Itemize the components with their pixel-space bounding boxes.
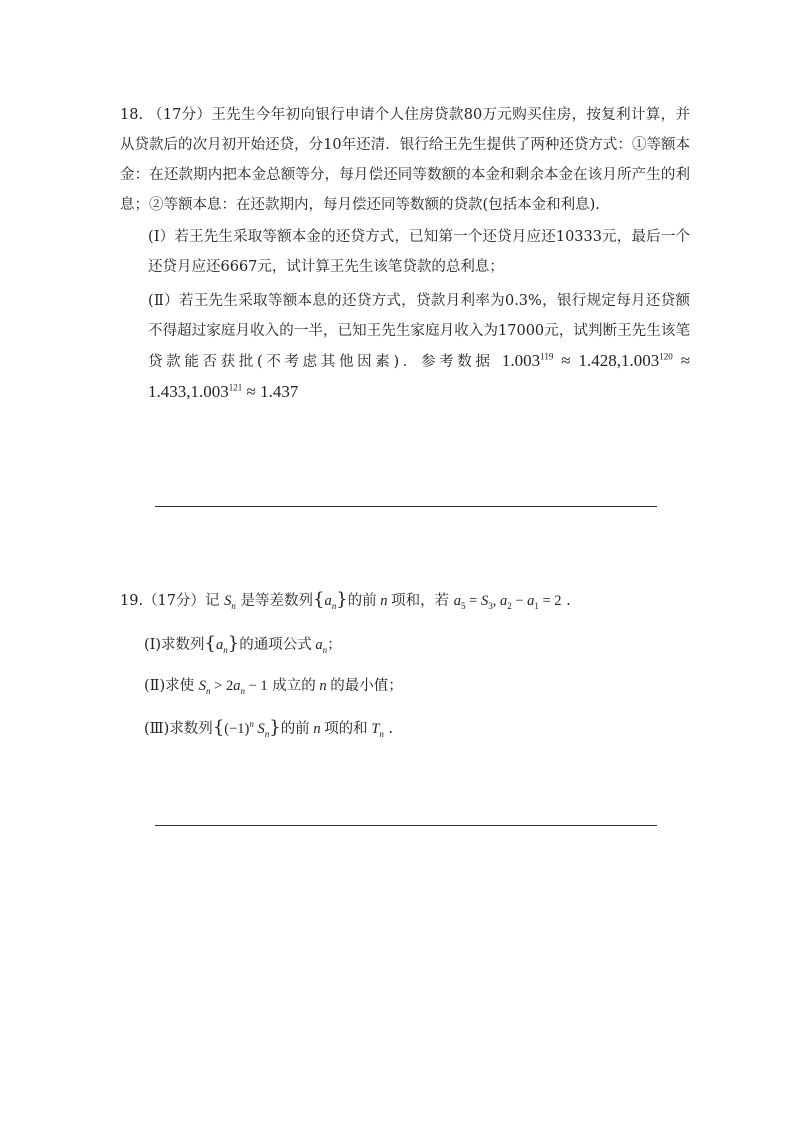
q18-reference-data: $1.003^{119} \approx 1.428,1.003^{120} \approx 1.433,1.003^{121} \approx 1.437$	[148, 351, 691, 401]
q19-part2: (Ⅱ)求使 $S_n > 2a_n - 1$ 成立的 n 的最小值；	[144, 678, 403, 696]
q18-points: （17分）	[148, 107, 212, 123]
q18-number: 18.	[120, 107, 144, 123]
q19-part3: (Ⅲ)求数列{$(-1)^n$ $S_n$}的前 n 项的和 $T_n$ .	[144, 717, 394, 739]
q18-part2	[148, 286, 690, 408]
q18-stem	[120, 100, 690, 220]
q18-stem-text: 王先生今年初向银行申请个人住房贷款80万元购买住房，按复利计算，并从贷款后的次月初开始还贷，分10年还清．银行给王先生提供了两种还贷方式：①等额本金：在还款期内把本金总额等分，每月偿还同等数额的本金和剩余本金在该月所产生的利息；②等额本息：在还款期内，每月偿还同等数额的贷款(包括本金和利息).	[120, 107, 691, 213]
q19-stem: 19.（17分）记 $S_n$ 是等差数列$\{a_n\}$的前 n 项和，若 $a_5 = S_3$, $a_2 - a_1 = 2$ .	[120, 589, 571, 611]
q18-part1	[148, 222, 690, 282]
q19-number: 19.	[120, 593, 144, 609]
q19-part1: (Ⅰ)求数列$\{a_n\}$的通项公式 $a_n$；	[144, 633, 342, 655]
q18-part1-text: (Ⅰ）若王先生采取等额本金的还贷方式，已知第一个还贷月应还10333元，最后一个还贷月应还6667元，试计算王先生该笔贷款的总利息；	[148, 229, 690, 275]
q19-points: （17分）	[143, 593, 206, 609]
q18-part2-text: (Ⅱ）若王先生采取等额本息的还贷方式，贷款月利率为0.3%，银行规定每月还贷额不得超过家庭月收入的一半，已知王先生家庭月收入为17000元，试判断王先生该笔贷款能否获批(不考虑其他因素)．参考数据	[148, 293, 690, 370]
answer-divider-18	[155, 506, 657, 507]
answer-divider-19	[155, 825, 657, 826]
